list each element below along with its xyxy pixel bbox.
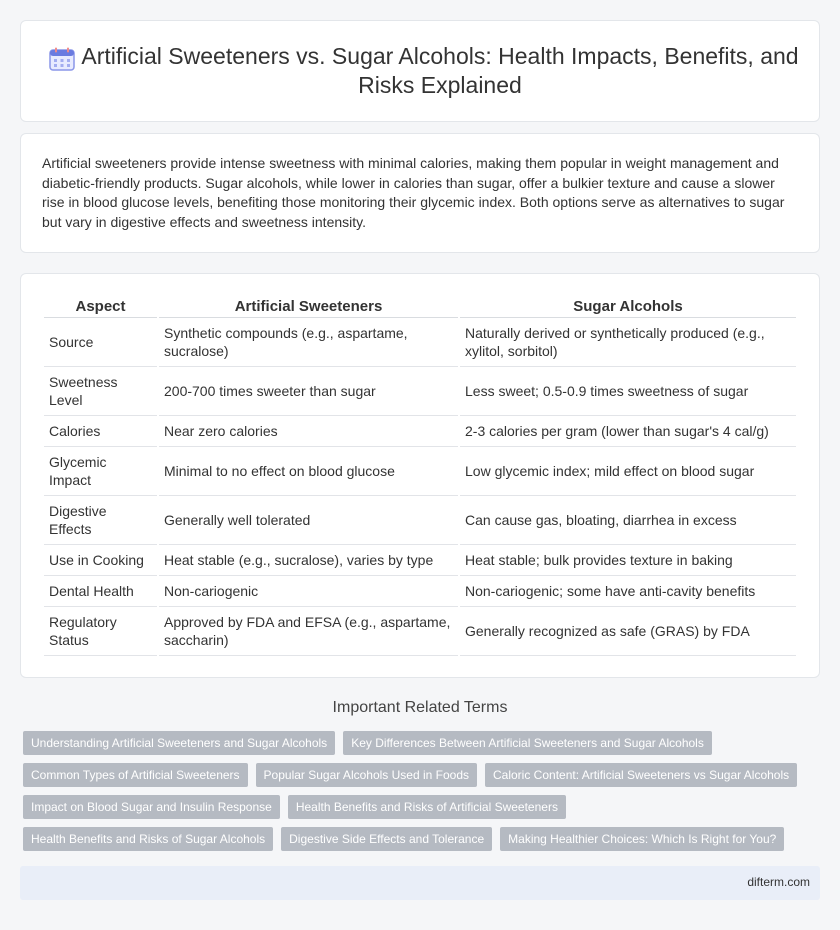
row-artificial: Heat stable (e.g., sucralose), varies by type xyxy=(159,545,458,576)
table-row xyxy=(44,367,796,416)
header-aspect: Aspect xyxy=(44,296,157,318)
related-term-tag[interactable]: Health Benefits and Risks of Artificial Sweeteners xyxy=(288,795,566,819)
footer xyxy=(20,866,820,900)
row-sugar-alcohol: Generally recognized as safe (GRAS) by FDA xyxy=(460,607,796,656)
row-sugar-alcohol: Non-cariogenic; some have anti-cavity benefits xyxy=(460,576,796,607)
header-artificial-sweeteners: Artificial Sweeteners xyxy=(159,296,458,318)
intro-paragraph: Artificial sweeteners provide intense sweetness with minimal calories, making them popular in weight management and diabetic-friendly products. Sugar alcohols, while lower in calories than sugar, offer a bulkier texture and cause a slower rise in blood glucose levels, benefiting those monitoring their glycemic index. Both options serve as alternatives to sugar but vary in digestive effects and sweetness intensity. xyxy=(42,155,785,230)
row-aspect: Glycemic Impact xyxy=(44,447,157,496)
row-artificial: Minimal to no effect on blood glucose xyxy=(159,447,458,496)
comparison-table-card xyxy=(20,273,820,678)
row-artificial: Non-cariogenic xyxy=(159,576,458,607)
related-term-tag[interactable]: Key Differences Between Artificial Sweeteners and Sugar Alcohols xyxy=(343,731,712,755)
row-aspect: Regulatory Status xyxy=(44,607,157,656)
footer-site-link[interactable]: difterm.com xyxy=(747,875,810,889)
table-row xyxy=(44,447,796,496)
row-sugar-alcohol: Less sweet; 0.5-0.9 times sweetness of sugar xyxy=(460,367,796,416)
related-terms-list xyxy=(23,731,813,859)
comparison-table xyxy=(42,296,798,656)
row-sugar-alcohol: Heat stable; bulk provides texture in baking xyxy=(460,545,796,576)
page-title: Artificial Sweeteners vs. Sugar Alcohols: Health Impacts, Benefits, and Risks Explained xyxy=(81,43,799,98)
title-card xyxy=(20,20,820,122)
row-artificial: 200-700 times sweeter than sugar xyxy=(159,367,458,416)
row-sugar-alcohol: Can cause gas, bloating, diarrhea in excess xyxy=(460,496,796,545)
related-term-tag[interactable]: Common Types of Artificial Sweeteners xyxy=(23,763,248,787)
related-term-tag[interactable]: Understanding Artificial Sweeteners and Sugar Alcohols xyxy=(23,731,335,755)
row-sugar-alcohol: Naturally derived or synthetically produced (e.g., xylitol, sorbitol) xyxy=(460,318,796,367)
related-term-tag[interactable]: Caloric Content: Artificial Sweeteners vs Sugar Alcohols xyxy=(485,763,797,787)
header-sugar-alcohols: Sugar Alcohols xyxy=(460,296,796,318)
row-artificial: Synthetic compounds (e.g., aspartame, sucralose) xyxy=(159,318,458,367)
related-term-tag[interactable]: Popular Sugar Alcohols Used in Foods xyxy=(256,763,477,787)
intro-card xyxy=(20,133,820,253)
row-aspect: Source xyxy=(44,318,157,367)
row-artificial: Generally well tolerated xyxy=(159,496,458,545)
table-row xyxy=(44,496,796,545)
table-row xyxy=(44,576,796,607)
row-aspect: Digestive Effects xyxy=(44,496,157,545)
related-term-tag[interactable]: Making Healthier Choices: Which Is Right for You? xyxy=(500,827,784,851)
related-term-tag[interactable]: Impact on Blood Sugar and Insulin Response xyxy=(23,795,280,819)
row-artificial: Near zero calories xyxy=(159,416,458,447)
row-sugar-alcohol: 2-3 calories per gram (lower than sugar's 4 cal/g) xyxy=(460,416,796,447)
row-sugar-alcohol: Low glycemic index; mild effect on blood sugar xyxy=(460,447,796,496)
row-aspect: Use in Cooking xyxy=(44,545,157,576)
row-aspect: Calories xyxy=(44,416,157,447)
table-row xyxy=(44,318,796,367)
related-term-tag[interactable]: Health Benefits and Risks of Sugar Alcohols xyxy=(23,827,273,851)
row-aspect: Dental Health xyxy=(44,576,157,607)
table-row xyxy=(44,416,796,447)
row-artificial: Approved by FDA and EFSA (e.g., aspartame, saccharin) xyxy=(159,607,458,656)
related-term-tag[interactable]: Digestive Side Effects and Tolerance xyxy=(281,827,492,851)
table-row xyxy=(44,607,796,656)
row-aspect: Sweetness Level xyxy=(44,367,157,416)
related-terms-heading: Important Related Terms xyxy=(332,699,508,716)
table-row xyxy=(44,545,796,576)
